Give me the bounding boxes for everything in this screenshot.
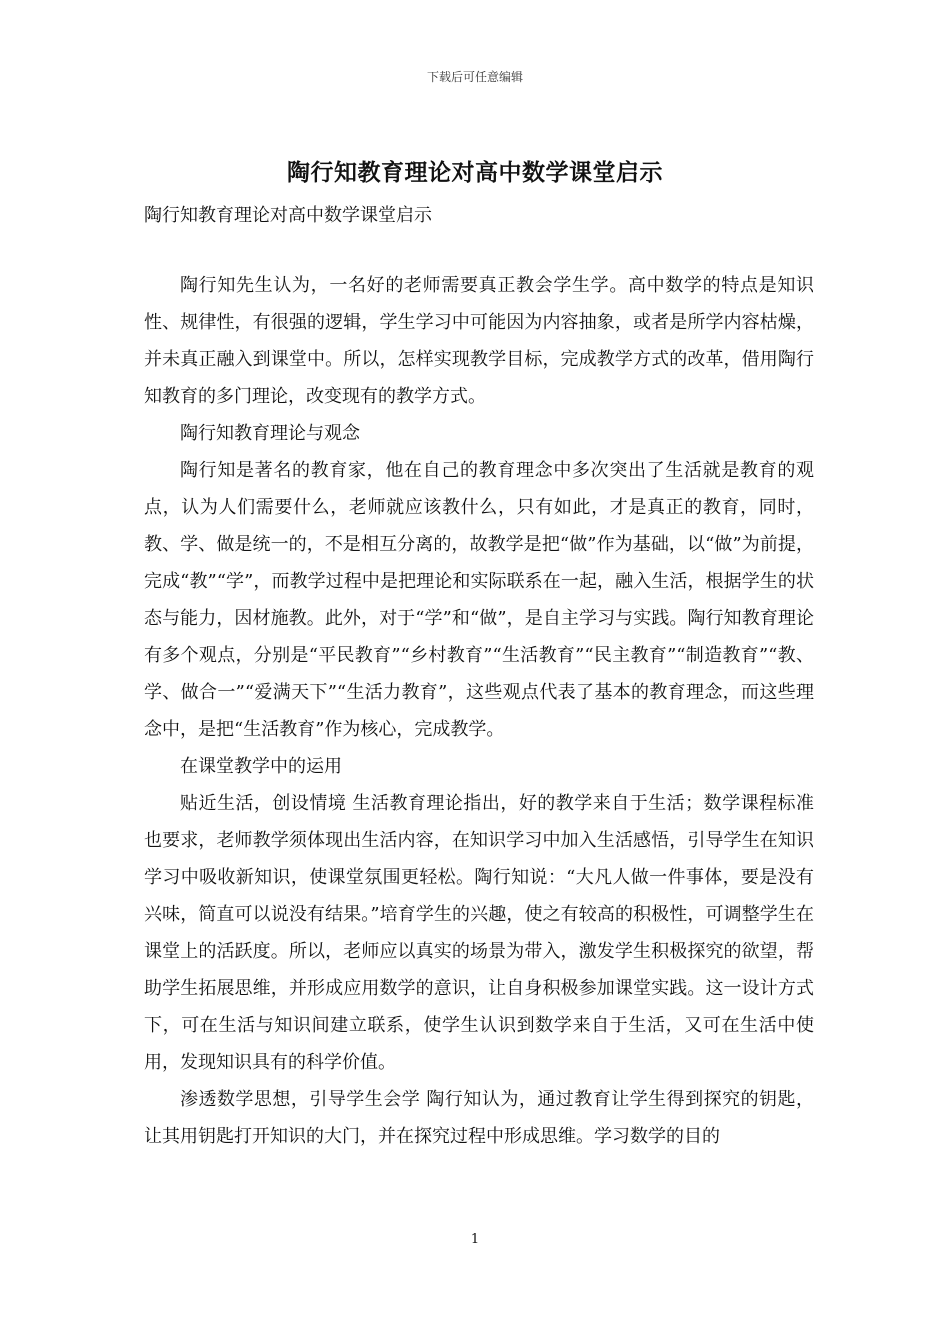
header-note: 下载后可任意编辑 xyxy=(426,70,523,84)
document-body xyxy=(144,267,814,1155)
paragraph-math-thinking: 渗透数学思想，引导学生会学 陶行知认为，通过教育让学生得到探究的钥匙，让其用钥匙打开知识的大门，并在探究过程中形成思维。学习数学的目的 xyxy=(144,1089,814,1147)
document-title: 陶行知教育理论对高中数学课堂启示 xyxy=(287,159,663,186)
section-heading-application: 在课堂教学中的运用 xyxy=(180,756,342,777)
page-number: 1 xyxy=(470,1232,480,1247)
paragraph-life-context: 贴近生活，创设情境 生活教育理论指出，好的教学来自于生活；数学课程标准也要求，老师教学须体现出生活内容，在知识学习中加入生活感悟，引导学生在知识学习中吸收新知识，使课堂氛围更轻松。陶行知说：“大凡人做一件事体，要是没有兴味，简直可以说没有结果。”培育学生的兴趣，使之有较高的积极性，可调整学生在课堂上的活跃度。所以，老师应以真实的场景为带入，激发学生积极探究的欲望，帮助学生拓展思维，并形成应用数学的意识，让自身积极参加课堂实践。这一设计方式下，可在生活与知识间建立联系，使学生认识到数学来自于生活，又可在生活中使用，发现知识具有的科学价值。 xyxy=(144,793,814,1073)
section-heading-theory: 陶行知教育理论与观念 xyxy=(180,423,360,444)
document-subtitle: 陶行知教育理论对高中数学课堂启示 xyxy=(144,205,432,226)
paragraph-intro: 陶行知先生认为，一名好的老师需要真正教会学生学。高中数学的特点是知识性、规律性，有很强的逻辑，学生学习中可能因为内容抽象，或者是所学内容枯燥，并未真正融入到课堂中。所以，怎样实现教学目标，完成教学方式的改革，借用陶行知教育的多门理论，改变现有的教学方式。 xyxy=(144,275,814,407)
paragraph-theory: 陶行知是著名的教育家，他在自己的教育理念中多次突出了生活就是教育的观点，认为人们需要什么，老师就应该教什么，只有如此，才是真正的教育，同时，教、学、做是统一的，不是相互分离的，故教学是把“做”作为基础，以“做”为前提，完成“教”“学”，而教学过程中是把理论和实际联系在一起，融入生活，根据学生的状态与能力，因材施教。此外，对于“学”和“做”，是自主学习与实践。陶行知教育理论有多个观点，分别是“平民教育”“乡村教育”“生活教育”“民主教育”“制造教育”“教、学、做合一”“爱满天下”“生活力教育”，这些观点代表了基本的教育理念，而这些理念中，是把“生活教育”作为核心，完成教学。 xyxy=(144,460,814,740)
